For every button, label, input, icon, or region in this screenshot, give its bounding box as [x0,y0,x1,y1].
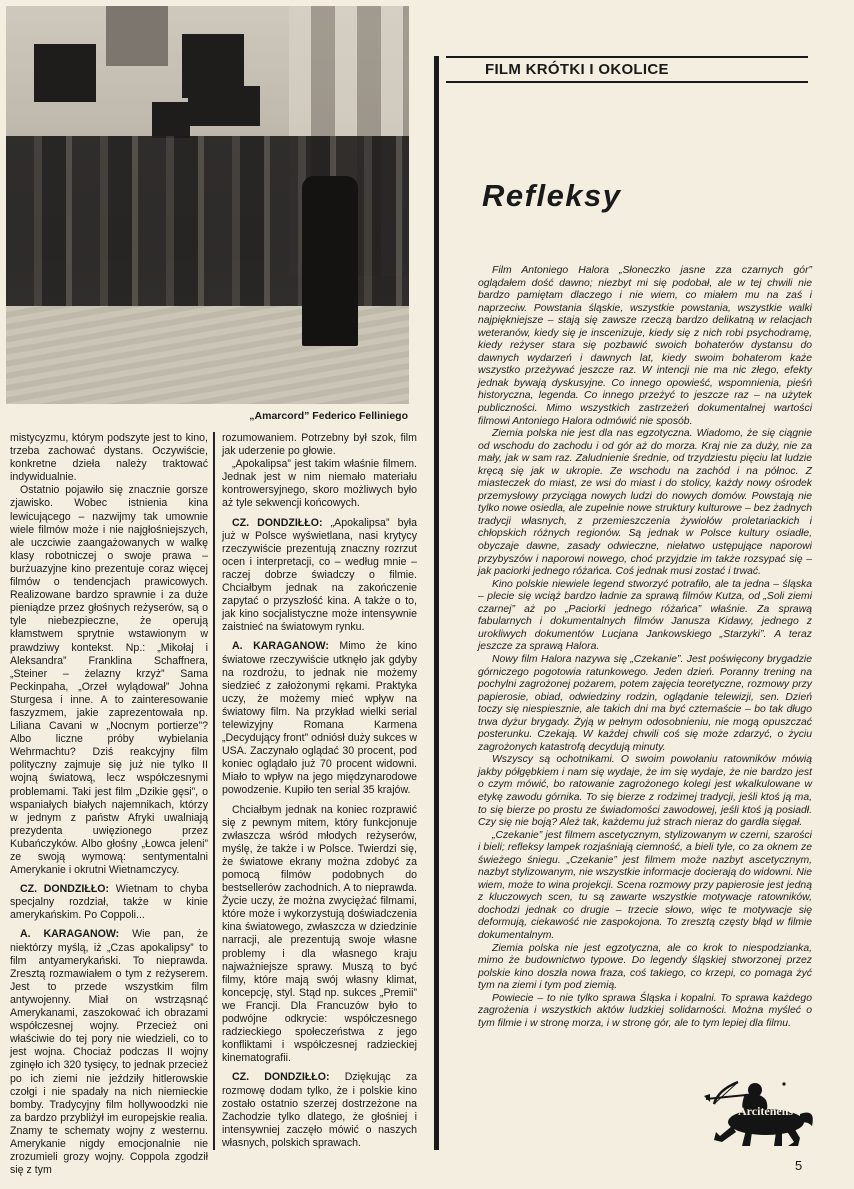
speaker-label: CZ. DONDZIŁŁO: [232,516,323,529]
paragraph-text: Dziękując za rozmowę dodam tylko, że i polskie kino zostało ostatnio szerzej dostrzeżone na Zachodzie tylko dlatego, że głośniej i intensywniej zaczęło mówić o naszych własnych, polskich sprawach. [222,1071,417,1149]
article-body [478,265,812,1030]
paragraph [222,517,417,635]
paragraph [10,432,208,484]
photo-banner [188,86,260,126]
interview-column-1 [10,432,208,1177]
paragraph [222,432,417,458]
article-paragraph: Ziemia polska nie jest dla nas egzotyczna. Wiadomo, że się ciągnie od wschodu do zachodu i od gór aż do morza. Kraj nie za duży, nie za mały, jak w sam raz. Zaludnienie średnie, od trzydziestu pięciu lat ludzie kręcą się jak w ukropie. Ze wschodu na zachód i na północ. Z miasteczek do miast, ze wsi do miast i do stolicy, każdy nowy ośrodek przemysłowy przyciąga nowych ludzi do nowych domów. Powstają nie tylko nowe osiedla, ale zupełnie nowe struktury kulturowe – bez żadnych tradycji własnych, z przemieszczenia żywiołów proletariackich i chłopskich różnych regionów. Są jednak w Polsce kultury osiadłe, obyczaje dawne, zasady odwieczne, niełatwo ustępujące naporowi przybyszów i naporowi nowego, choć przyjdzie im także rozsypać się – jak paciorki jednego różańca. Coś jednak musi zostać i trwać. [478,428,812,578]
speaker-label: CZ. DONDZIŁŁO: [232,1071,330,1084]
paragraph [10,928,208,1177]
paragraph-text: Wie pan, że niektórzy myślą, iż „Czas apokalipsy” to film antyamerykański. To nieprawda. Zresztą rozmawiałem o tym z reżyserem. Jest to przede wszystkim film antywojenny. Miał on wstrząsnąć Amerykanami, zaszokować ich obrazami współczesnej wojny. Przecież oni właściwie do tej pory nie wiedzieli, co to jest wojna. Chociaż podczas II wojny zginęło ich 320 tysięcy, to jednak przecież po ich ziemi nie jeździły hitlerowskie czołgi i nie spadały na nich niemieckie bomby. Tradycyjny film hollywoodzki nie za bardzo przybliżył im europejskie realia. Znamy te schematy wojny z westernu. Amerykanie nigdy emocjonalnie nie zrozumieli grozy wojny. Coppola zgodził się z tym [10,928,208,1177]
paragraph-text: Chciałbym jednak na koniec rozprawić się z pewnym mitem, który funkcjonuje zwłaszcza wśród młodych reżyserów, myślę, że także i w Polsce. Twierdzi się, że światowe ekrany można zdobyć za pomocą filmów podobnych do bestsellerów zachodnich. A to nieprawda. Życie uczy, że można zwyciężać filmami, które może i wykorzystują doświadczenia kina światowego, zwłaszcza w dziedzinie narracji, ale prezentują swoje własne problemy i dla własnego kraju najważniejsze sprawy. Muszą to być filmy, które mają swój własny klimat, koncepcję, styl. Stąd np. sukces „Premii” we Francji. Dla Francuzów było to podwójne odkrycie: współczesnego radzieckiego społeczeństwa z jego konfliktami i współczesnej radzieckiej kinematografii. [222,803,417,1065]
article-paragraph: Powiecie – to nie tylko sprawa Śląska i kopalni. To sprawa każdego zagrożenia i wszystkich aktów ludzkiej solidarności. Można myśleć o tym filmie i w stronę morza, i w stronę gór, ale to tym lepiej dla filmu. [478,992,812,1029]
film-still-photo [6,6,409,404]
article-paragraph: Kino polskie niewiele legend stworzyć potrafiło, ale ta jedna – śląska – plecie się wciąż bardzo ładnie za sprawą filmów Kutza, od „Soli ziemi czarnej” aż po „Paciorki jednego różańca” właśnie. Za sprawą fabularnych i dokumentalnych filmów Janusza Kidawy, jednego z urokliwych dokumentów Lucjana Jankowskiego „Starzyki”. A teraz jeszcze za sprawą Halora. [478,578,812,653]
article-paragraph: Film Antoniego Halora „Słoneczko jasne zza czarnych gór” oglądałem dość dawno; niezbyt mi się podobał, ale w tej chwili nie bardzo pamiętam dlaczego i nie wiem, co miałem mu na zaś i naprzeciw. Powstania śląskie, wszystkie powstania, wszystkie walki najpiękniejsze – stają się zawsze rzeczą bardzo delikatną w relacjach weteranów, kiedy się je inscenizuje, kiedy się z nich robi psychodramę, kiedy reżyser stara się pozbawić swoich bohaterów dystansu do dawnych wydarzeń i dawnych lat, kiedy swoim bohaterom każe wszystko przeżywać jeszcze raz. W intencji nie ma nic złego, efekty jednak bywają dyskusyjne. Co innego opowieść, wspomnienia, pieśń historyczna, legenda. Co innego przeżyć to jeszcze raz – na użytek publiczności. Mimo wszystkich zastrzeżeń dokumentalnej wartości filmowi Antoniego Halora odmówić nie sposób. [478,265,812,427]
paragraph-text: Wietnam to chyba specjalny rozdział, także w kinie amerykańskim. Po Coppoli... [10,883,208,922]
speaker-label: CZ. DONDZIŁŁO: [20,883,110,896]
paragraph-text: „Apokalipsa” była już w Polsce wyświetlana, nasi krytycy rzeczywiście prezentują znaczny rozrzut ocen i interpretacji, co – według mnie – raczej dobrze świadczy o filmie. Chciałbym jednak na zakończenie zapytać o przyszłość kina. A także o to, jak kino socjalistyczne może intensywnie zaistnieć na światowym rynku. [222,516,418,634]
paragraph [222,458,417,510]
speaker-label: A. KARAGANOW: [232,640,329,653]
paragraph-text: „Apokalipsa” jest takim właśnie filmem. Jednak jest w nim niemało materiału kontrowersyjnego, skoro możliwych było aż tyle sekwencji końcowych. [222,458,417,510]
page-number: 5 [795,1158,803,1173]
article-paragraph: Ziemia polska nie jest egzotyczna, ale co krok to niespodzianka, mimo że budownictwo typowe. Do legendy śląskiej stworzonej przez polskie kino doszła nowa fraza, coś takiego, co krzepi, co pomaga żyć tym na ziemi i tym pod ziemią. [478,942,812,992]
paragraph [10,883,208,922]
section-vertical-rule [434,56,439,1150]
photo-tower [106,6,168,66]
column-divider [213,432,215,1150]
paragraph [222,1071,417,1150]
paragraph [222,640,417,797]
section-top-rule [446,56,808,58]
section-bottom-rule [446,81,808,83]
section-title: FILM KRÓTKI I OKOLICE [485,61,669,78]
article-paragraph: Nowy film Halora nazywa się „Czekanie”. Jest poświęcony brygadzie górniczego pogotowia ratunkowego. Jeden dzień. Poranny trening na pochylni zagrożonej pożarem, potem zajęcia teoretyczne, rozmowy przy papierosie, obiad, odwiedziny rodzin, oglądanie telewizji, sen. Dzień toczy się niespiesznie, ale takich dni ma być czternaście – bo tak długo trwa dyżur brygady. Żyją w pełnym odosobnieniu, nie mogą opuszczać posterunku. Czekają. W każdej chwili coś się może zdarzyć, o życiu zagrożonych katastrofą decydują minuty. [478,653,812,753]
paragraph [10,484,208,877]
article-paragraph: „Czekanie” jest filmem ascetycznym, stylizowanym w czerni, szarości i bieli; refleksy lampek rozjaśniają ciemność, a bieli tyle, co za oknem ze świeżego śniegu. „Czekanie” jest filmem może nazbyt ascetycznym, nazbyt stylizowanym, nie wszystkie informacje docierają do widowni. Nie wiem, może to wina projekcji. Scena rozmowy przy papierosie jest jedną z kluczowych scen, tu są zawarte wszystkie motywacje ratowników, dochodzi jednak co drugie – trzecie słowo, więc te motywacje się deformują, ciekawość nie zaspokojona. To zresztą częsty błąd w filmie dokumentalnym. [478,829,812,941]
paragraph-text: Ostatnio pojawiło się znacznie gorsze zjawisko. Wobec istnienia kina lewicującego – nazwijmy tak umownie wiele filmów może i nie najgłośniejszych, ale uczciwie zaangażowanych w walkę klasy robotniczej o swoje prawa – burżuazyjne kino prezentuje coraz więcej filmów o tendencjach prawicowych. Realizowane bardzo sprawnie i za duże pieniądze przez głośnych reżyserów, są o tyle niebezpieczne, że operują kłamstwem sprytnie wstawionym w prawdziwy kontekst. Np.: „Mikołaj i Aleksandra” Franklina Schaffnera, „Steiner – żelazny krzyż” Sama Peckinpaha, „Orzeł wylądował” Johna Sturgesa i inne. A to zainteresowanie faszyzmem, jakie zaprezentowała np. Liliana Cavani w „Nocnym portierze”? Albo liczne próby wybielania Wehrmachtu? Dziś reakcyjny film polityczny zajmuje się już nie tylko II wojną światową, lecz współczesnymi problemami. Taki jest film „Dzikie gęsi”, o wspaniałych białych najemnikach, którzy w jednym z państw Afryki uwalniają prezydenta uwięzionego przez Kubańczyków. Albo głośny „Łowca jeleni” ze swoją wymową: sentymentalni Amerykanie i okrutni Wietnamczycy. [10,484,208,877]
photo-banner [34,44,96,102]
article-paragraph: Wszyscy są ochotnikami. O swoim powołaniu ratowników mówią jakby półgębkiem i nam się wydaje, że im się wydaje, że nie bardzo jest o czym mówić, bo ratowanie zagrożonego kolegi jest wkalkulowane w etykę zawodu górnika. To się bierze z rodzimej tradycji, jeśli ktoś ją ma, to się bierze po prostu ze świadomości zawodowej, jeśli ktoś ją posiadł. Czy się nie boją? Ależ tak, każdemu już strach nieraz do gardła sięgał. [478,754,812,829]
paragraph [222,804,417,1066]
photo-figure [302,176,358,346]
paragraph-text: rozumowaniem. Potrzebny był szok, film jak uderzenie po głowie. [222,432,417,458]
photo-banner [152,102,190,138]
speaker-label: A. KARAGANOW: [20,928,120,941]
interview-column-2 [222,432,417,1150]
logo-text: Arcitenens [738,1104,794,1118]
paragraph-text: mistycyzmu, którym podszyte jest to kino, trzeba zachować dystans. Oczywiście, konkretne dzieła należy traktować indywidualnie. [10,432,208,484]
article-title: Refleksy [482,178,622,213]
paragraph-text: Mimo że kino światowe rzeczywiście utknęło jak gdyby na rozdrożu, to jednak nie możemy siedzieć z założonymi rękami. Praktyka uczy, że możemy mieć wpływ na światowy film. Na przykład wielki serial telewizyjny Romana Karmena „Decydujący front” odniósł duży sukces w USA. Zaczynało oglądać 30 procent, pod koniec oglądało już 70 procent widowni. Miało to wpływ na jego międzynarodowe powodzenie. Kupiło ten serial 35 krajów. [222,640,417,797]
photo-caption: „Amarcord” Federico Felliniego [249,410,408,422]
